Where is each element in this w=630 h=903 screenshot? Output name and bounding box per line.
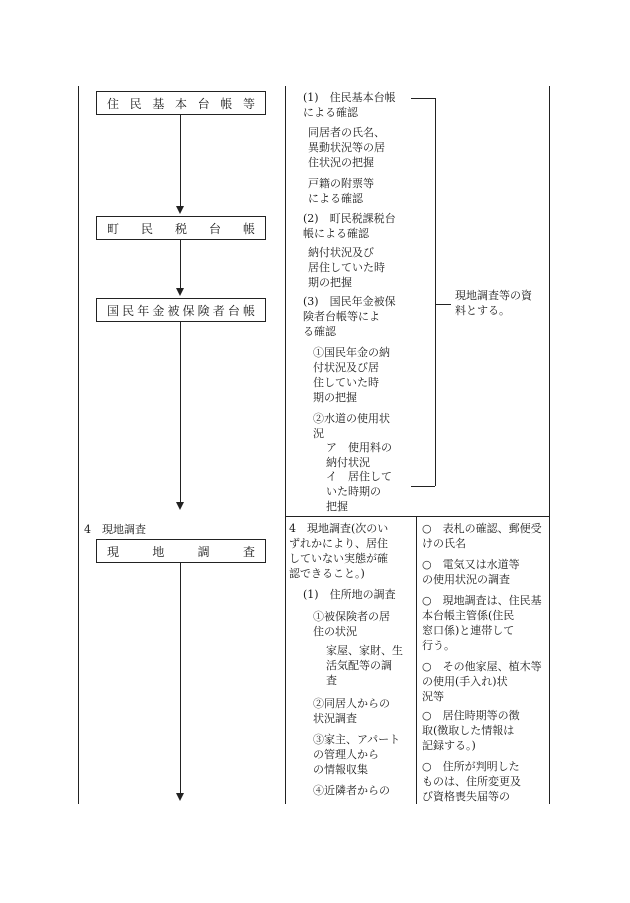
item3-sub1-line: ①国民年金の納 [313,346,390,359]
item-1-title [303,90,396,120]
note-5 [422,708,520,753]
flow-arrowhead-4 [176,793,184,801]
note-4-line: 況等 [422,690,444,703]
item2-sub1-line: 期の把握 [308,276,352,289]
item3-sub2a-line: ア 使用料の [326,441,392,454]
item-3-sub-2 [313,411,390,441]
item4-title-line: していない実態が確 [289,552,388,565]
box-3-char: 年 [137,303,150,318]
note-6-line: ○ 住所が判明した [422,760,520,773]
section-4-rule [285,516,550,517]
section-4-label: 4 現地調査 [84,523,146,536]
item3-sub1-line: 住していた時 [313,376,379,389]
item3-sub2b-line: イ 居住して [326,470,392,483]
item4-1a-sub-line: 活気配等の調 [326,659,392,672]
item4-1a-line: 住の状況 [313,625,357,638]
item3-sub1-line: 付状況及び居 [313,361,379,374]
item3-title-line: る確認 [303,325,336,338]
box-1-char: 本 [174,96,187,111]
item4-1d-line: ④近隣者からの [313,784,390,797]
note-3-line: 行う。 [422,639,455,652]
item-4-1a [313,609,390,639]
box-3-char: 者 [212,303,225,318]
item4-1-line: (1) 住所地の調査 [303,588,396,601]
item-3-title [303,294,396,339]
note-4-line: の使用(手入れ)状 [422,675,508,688]
column-divider-2 [416,516,417,804]
note-3-line: 窓口係)と連帯して [422,624,515,637]
bracket-bottom [411,486,435,487]
item1-title-line: による確認 [303,106,358,119]
note-2-line: の使用状況の調査 [422,573,510,586]
box-1-char: 住 [107,96,120,111]
box-jumin-kihon-daicho [96,91,266,115]
item1-sub2-line: による確認 [308,192,363,205]
flow-arrow-3 [180,322,181,504]
item-3-sub-2a [326,440,392,470]
item3-sub2b-line: いた時期の [326,485,381,498]
item4-1a-sub-line: 家屋、家財、生 [326,644,403,657]
box-kokumin-nenkin-daicho [96,298,266,322]
item4-1a-sub-line: 査 [326,674,337,687]
box-3-char: 国 [107,303,120,318]
item1-sub2-line: 戸籍の附票等 [308,177,374,190]
item2-title-line: 帳による確認 [303,227,369,240]
note-2-line: ○ 電気又は水道等 [422,558,520,571]
item4-1a-line: ①被保険者の居 [313,610,390,623]
item3-sub1-line: 期の把握 [313,391,357,404]
note-1-line: ○ 表札の確認、郵便受 [422,522,542,535]
item4-title-line: 4 現地調査(次のい [289,522,389,535]
box-2-char: 帳 [242,221,255,236]
box-1-char: 等 [242,96,255,111]
item4-1c-line: ③家主、アパート [313,733,401,746]
item-4-title [289,521,388,581]
note-1 [422,521,542,551]
item3-title-line: 険者台帳等によ [303,310,380,323]
box-1-char: 民 [129,96,142,111]
item3-title-line: (3) 国民年金被保 [303,295,396,308]
box-3-char: 金 [152,303,165,318]
box-genchi-chosa [96,539,266,563]
note-5-line: 記録する。) [422,739,476,752]
item2-sub1-line: 居住していた時 [308,261,385,274]
left-margin-rule [78,86,79,804]
item-2-sub-1 [308,245,385,290]
bracket-note [455,288,532,318]
item-1-sub-2 [308,176,374,206]
box-2-char: 税 [174,221,187,236]
note-3 [422,593,542,653]
note-3-line: 本台帳主管係(住民 [422,609,515,622]
flow-arrow-1 [180,115,181,208]
item-2-title [303,211,396,241]
box-3-char: 帳 [242,303,255,318]
box-3-char: 険 [197,303,210,318]
item4-1b-line: ②同居人からの [313,697,390,710]
box-3-char: 被 [167,303,180,318]
box-4-char: 査 [242,544,255,559]
note-4-line: ○ その他家屋、植木等 [422,660,542,673]
note-6-line: び資格喪失届等の [422,790,510,803]
box-3-char: 民 [122,303,135,318]
note-6-line: ものは、住所変更及 [422,775,521,788]
bracket-note-line: 料とする。 [455,304,510,317]
note-3-line: ○ 現地調査は、住民基 [422,594,542,607]
flow-arrow-4 [180,563,181,795]
note-6 [422,759,521,804]
item1-sub1-line: 住状況の把握 [308,156,374,169]
box-3-char: 台 [227,303,240,318]
item-3-sub-2b [326,469,392,514]
item1-title-line: (1) 住民基本台帳 [303,91,396,104]
item-4-1a-sub [326,643,403,688]
item4-title-line: 認できること。) [289,567,365,580]
item2-sub1-line: 納付状況及び [308,246,374,259]
item4-1c-line: の管理人から [313,748,379,761]
item4-1b-line: 状況調査 [313,712,357,725]
bracket-note-line: 現地調査等の資 [455,289,532,302]
box-1-char: 帳 [220,96,233,111]
note-5-line: ○ 居住時期等の徴 [422,709,520,722]
item2-title-line: (2) 町民税課税台 [303,212,396,225]
item4-1c-line: の情報収集 [313,763,368,776]
item3-sub2a-line: 納付状況 [326,456,370,469]
item-4-1c [313,732,400,777]
item-4-1b [313,696,390,726]
box-3-char: 保 [182,303,195,318]
item-3-sub-1 [313,345,390,405]
bracket-pointer [435,304,451,305]
box-2-char: 台 [208,221,221,236]
flow-arrowhead-3 [176,502,184,510]
right-margin-rule [549,86,550,804]
item1-sub1-line: 異動状況等の居 [308,141,385,154]
item1-sub1-line: 同居者の氏名、 [308,126,385,139]
note-1-line: けの氏名 [422,537,466,550]
item4-title-line: ずれかにより、居住 [289,537,388,550]
item3-sub2b-line: 把握 [326,500,348,513]
box-4-char: 地 [152,544,165,559]
item-1-sub-1 [308,125,385,170]
box-4-char: 現 [107,544,120,559]
note-2 [422,557,520,587]
flow-arrowhead-1 [176,206,184,214]
item3-sub2-line: ②水道の使用状 [313,412,390,425]
box-2-char: 町 [107,221,120,236]
note-5-line: 取(徴取した情報は [422,724,515,737]
flow-arrowhead-2 [176,288,184,296]
box-1-char: 基 [152,96,165,111]
column-divider-1 [285,86,286,804]
box-4-char: 調 [197,544,210,559]
item3-sub2-line: 況 [313,427,324,440]
item-4-1d [313,783,390,798]
item-4-1 [303,587,396,602]
bracket-vertical [435,98,436,486]
bracket-top [411,98,435,99]
box-2-char: 民 [140,221,153,236]
box-1-char: 台 [197,96,210,111]
box-chomin-zei-daicho [96,216,266,240]
note-4 [422,659,542,704]
flow-arrow-2 [180,240,181,290]
